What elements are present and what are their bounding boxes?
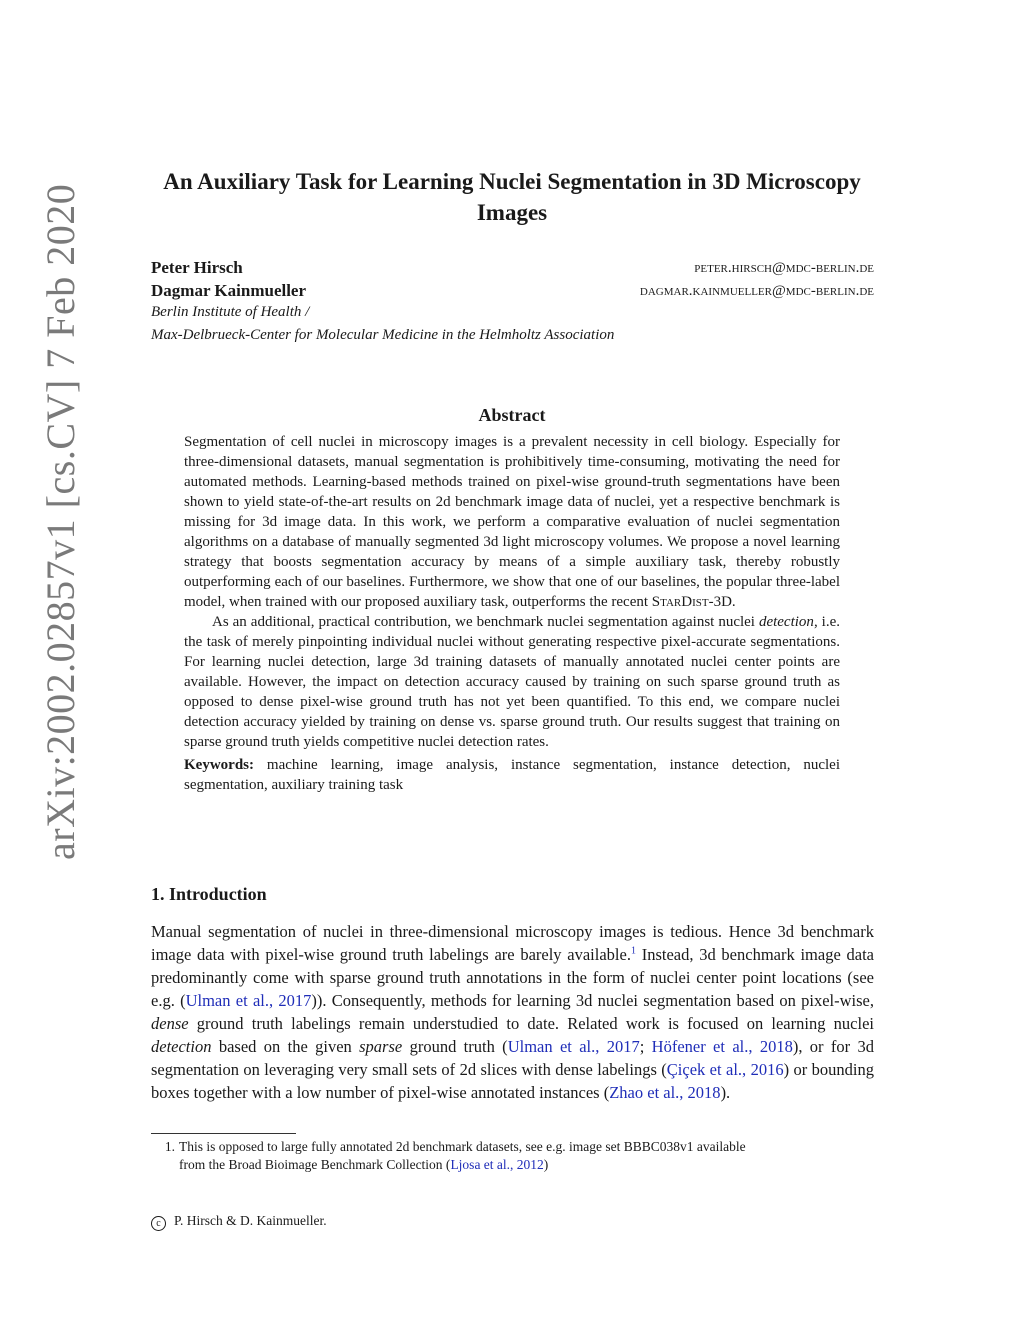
stardist-name: StarDist — [651, 594, 709, 610]
paper-title: An Auxiliary Task for Learning Nuclei Segmentation in 3D Microscopy Images — [163, 169, 861, 225]
copyright-text: P. Hirsch & D. Kainmueller. — [174, 1213, 327, 1228]
footnote-line-2: from the Broad Bioimage Benchmark Collection (Ljosa et al., 2012) — [179, 1157, 549, 1172]
citation-link[interactable]: Ulman et al., 2017 — [507, 1037, 640, 1056]
introduction-body — [151, 920, 874, 1104]
citation-link[interactable]: Höfener et al., 2018 — [651, 1037, 793, 1056]
citation-link[interactable]: Ljosa et al., 2012 — [450, 1157, 544, 1172]
keywords-label: Keywords: — [184, 757, 254, 773]
section-heading-introduction: 1. Introduction — [151, 884, 267, 904]
author-name-1: Peter Hirsch — [151, 258, 243, 277]
keywords — [184, 755, 840, 795]
author-email-2[interactable]: dagmar.kainmueller@mdc-berlin.de — [639, 283, 874, 299]
abstract-heading: Abstract — [478, 405, 546, 425]
abstract-paragraph-1: Segmentation of cell nuclei in microscopy images is a prevalent necessity in cell biology. Especially for three-dimensional datasets, manual segmentation is prohibitively time-consuming, motivating the need for automated methods. Learning-based methods trained on pixel-wise ground-truth segmentations have been shown to yield state-of-the-art results on 2d benchmark image data of nuclei, yet a respective benchmark is missing for 3d image data. In this work, we perform a comparative evaluation of nuclei segmentation algorithms on a database of manually segmented 3d light microscopy volumes. We propose a novel learning strategy that boosts segmentation accuracy by means of a simple auxiliary task, thereby robustly outperforming each of our baselines. Furthermore, we show that one of our baselines, the popular three-label model, when trained with our proposed auxiliary task, outperforms the recent StarDist-3D. — [184, 434, 840, 610]
citation-link[interactable]: Ulman et al., 2017 — [185, 991, 312, 1010]
author-email-1[interactable]: peter.hirsch@mdc-berlin.de — [694, 260, 874, 276]
footnote-number: 1. — [164, 1139, 175, 1154]
affiliation-line-1: Berlin Institute of Health / — [151, 304, 310, 320]
abstract-paragraph-2: As an additional, practical contribution, we benchmark nuclei segmentation against nuclei detection, i.e. the task of merely pinpointing individual nuclei without generating respective pixel-accurate segmentations. For learning nuclei detection, large 3d training datasets of manually annotated nuclei center points are available. However, the impact on detection accuracy caused by training on such sparse ground truth as opposed to dense pixel-wise ground truth has not yet been quantified. To this end, we compare nuclei detection accuracy yielded by training on dense vs. sparse ground truth. Our results suggest that training on sparse ground truth yields competitive nuclei detection rates. — [184, 614, 840, 750]
footnote — [151, 1138, 874, 1174]
keywords-list: machine learning, image analysis, instance segmentation, instance detection, nuclei segmentation, auxiliary training task — [184, 757, 840, 793]
affiliation-line-2: Max-Delbrueck-Center for Molecular Medicine in the Helmholtz Association — [151, 327, 615, 343]
footnote-marker[interactable]: 1 — [630, 945, 636, 957]
introduction-paragraph: Manual segmentation of nuclei in three-dimensional microscopy images is tedious. Hence 3d benchmark image data with pixel-wise ground truth labelings are barely available.$^1$ Instead, 3d benchmark image data predominantly come with sparse ground truth annotations in the form of nuclei center point locations (see e.g. (Ulman et al., 2017)). Consequently, methods for learning 3d nuclei segmentation based on pixel-wise, dense ground truth labelings remain understudied to date. Related work is focused on learning nuclei detection based on the given sparse ground truth (Ulman et al., 2017; Höfener et al., 2018), or for 3d segmentation on leveraging very small sets of 2d slices with dense labelings (Çiçek et al., 2016) or bounding boxes together with a low number of pixel-wise annotated instances (Zhao et al., 2018). — [151, 922, 874, 1102]
footnote-line-1: 1. This is opposed to large fully annotated 2d benchmark datasets, see e.g. image set BBBC038v1 available — [151, 1138, 874, 1156]
citation-link[interactable]: Çiçek et al., 2016 — [666, 1060, 784, 1079]
arxiv-identifier: arXiv:2002.02857v1 [cs.CV] 7 Feb 2020 — [38, 183, 83, 860]
author-name-2: Dagmar Kainmueller — [151, 281, 307, 300]
copyright-notice — [151, 1213, 327, 1231]
copyright-icon: c — [151, 1216, 166, 1231]
footnote-divider — [151, 1133, 296, 1134]
citation-link[interactable]: Zhao et al., 2018 — [609, 1083, 721, 1102]
abstract-body — [184, 432, 840, 795]
